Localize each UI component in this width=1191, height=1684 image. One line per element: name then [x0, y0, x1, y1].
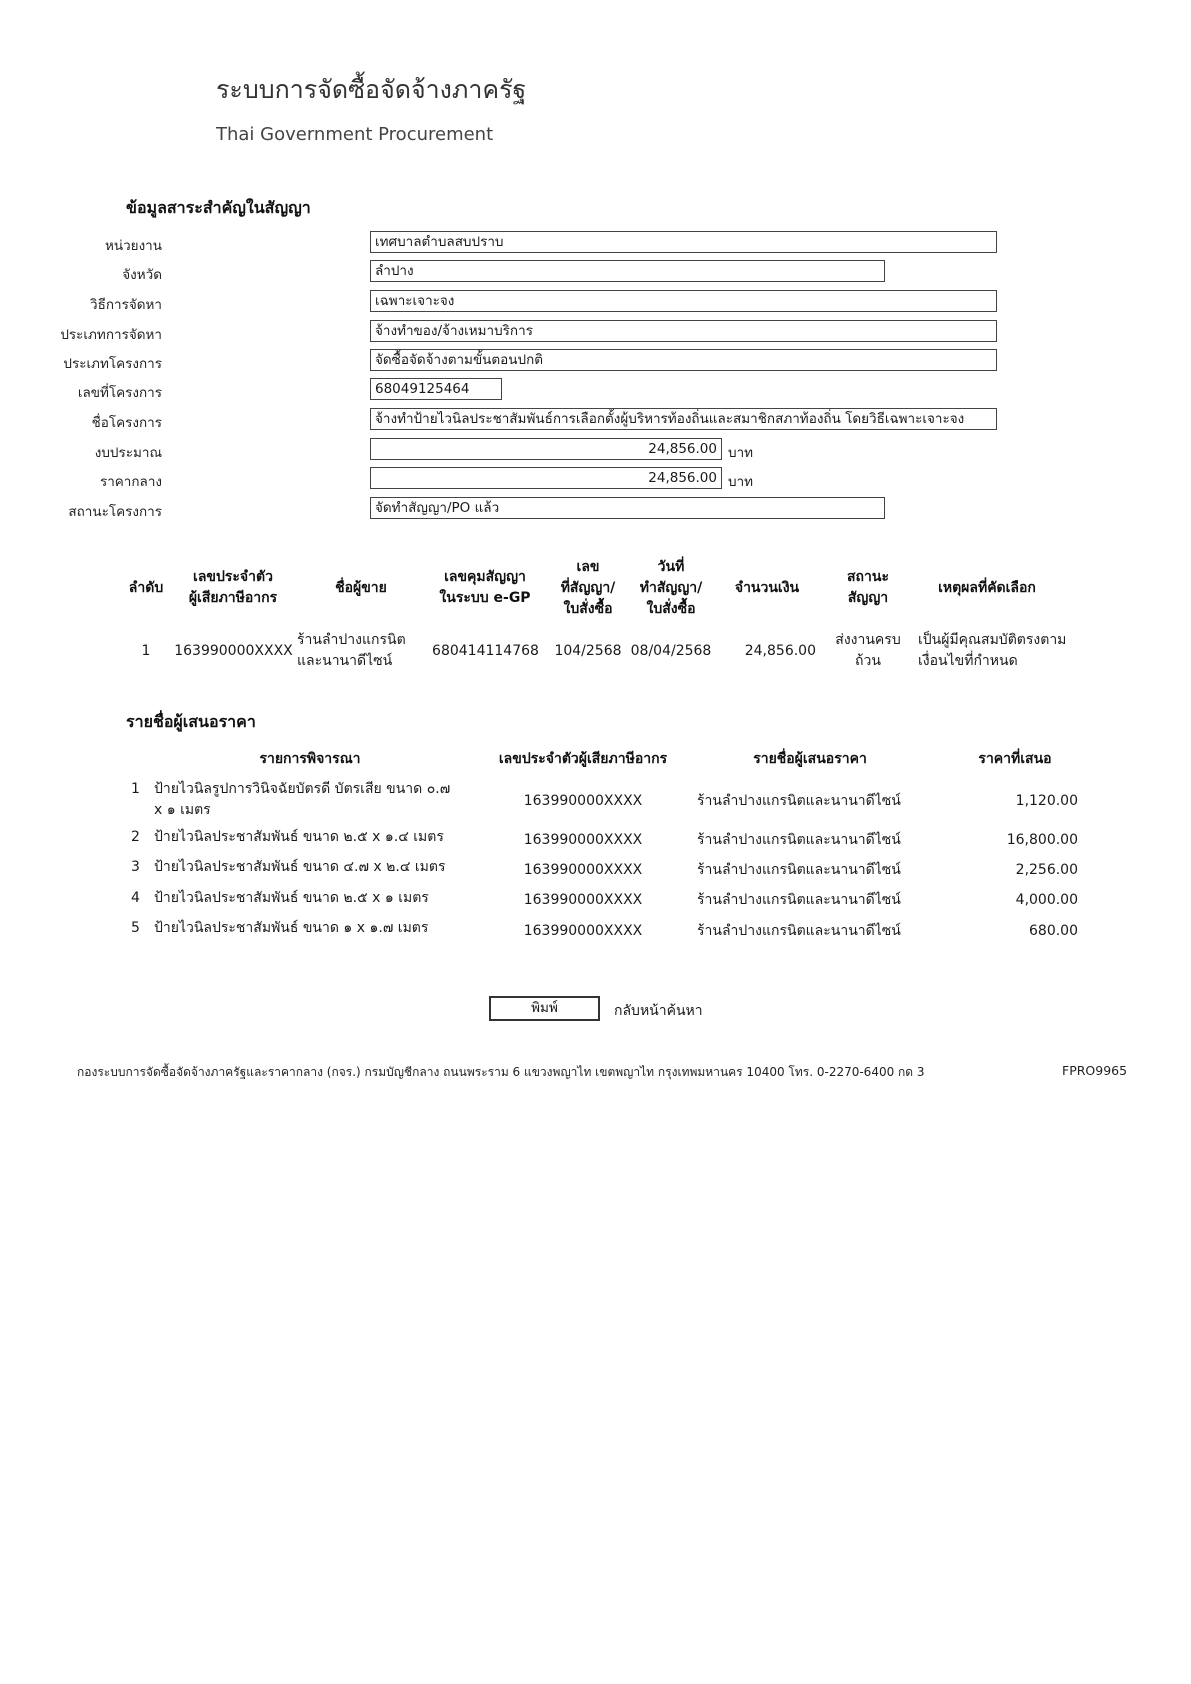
- col-header-seq: ลำดับ: [128, 580, 164, 596]
- cell-no: 3: [131, 859, 140, 875]
- cell-item: ป้ายไวนิลประชาสัมพันธ์ ขนาด ๒.๕ x ๑.๔ เมตร: [154, 829, 444, 845]
- col-header-tax-id: เลขประจำตัวผู้เสียภาษีอากร: [498, 751, 668, 767]
- field-label: ราคากลาง: [99, 474, 162, 490]
- cell-no: 2: [131, 829, 140, 845]
- cell-item: ป้ายไวนิลรูปการวินิจฉัยบัตรดี บัตรเสีย ขนาด ๐.๗ x ๑ เมตร: [154, 781, 451, 818]
- footer-address: กองระบบการจัดซื้อจัดจ้างภาครัฐและราคากลาง (กจร.) กรมบัญชีกลาง ถนนพระราม 6 แขวงพญาไท เขตพญาไท กรุงเทพมหานคร 10400 โทร. 0-2270-6400 กด 3: [77, 1065, 925, 1079]
- cell-seq: 1: [141, 643, 151, 659]
- col-header-item: รายการพิจารณา: [259, 751, 361, 767]
- cell-price: 680.00: [1029, 923, 1078, 939]
- field-procurement-type: [0, 320, 1000, 344]
- cell-tax-id: 163990000XXXX: [523, 862, 643, 878]
- field-label: เลขที่โครงการ: [77, 385, 162, 401]
- cell-tax-id: 163990000XXXX: [523, 793, 643, 809]
- field-value: เทศบาลตำบลสบปราบ: [370, 231, 997, 253]
- field-province: [0, 260, 1000, 284]
- field-value: 68049125464: [370, 378, 502, 400]
- print-button[interactable]: พิมพ์: [489, 996, 600, 1021]
- field-unit: บาท: [728, 474, 754, 490]
- cell-bidder-name: ร้านลำปางแกรนิตและนานาดีไซน์: [697, 892, 901, 908]
- col-header-bidder-name: รายชื่อผู้เสนอราคา: [753, 751, 867, 767]
- cell-amount: 24,856.00: [744, 643, 816, 659]
- cell-bidder-name: ร้านลำปางแกรนิตและนานาดีไซน์: [697, 862, 901, 878]
- cell-contract-no: 104/2568: [554, 643, 622, 659]
- cell-no: 4: [131, 890, 140, 906]
- field-label: วิธีการจัดหา: [90, 297, 162, 313]
- field-value: 24,856.00: [370, 438, 722, 460]
- col-header-tax-id: เลขประจำตัว ผู้เสียภาษีอากร: [188, 569, 278, 606]
- cell-no: 1: [131, 781, 140, 797]
- field-project-status: [0, 497, 1000, 521]
- cell-egp-no: 680414114768: [432, 643, 539, 659]
- col-header-price: ราคาที่เสนอ: [978, 751, 1052, 767]
- field-value: จัดทำสัญญา/PO แล้ว: [370, 497, 885, 519]
- field-value: จ้างทำของ/จ้างเหมาบริการ: [370, 320, 997, 342]
- cell-item: ป้ายไวนิลประชาสัมพันธ์ ขนาด ๑ x ๑.๗ เมตร: [154, 920, 429, 936]
- field-label: ชื่อโครงการ: [91, 415, 162, 431]
- field-label: จังหวัด: [122, 267, 162, 283]
- footer-form-code: FPRO9965: [1062, 1063, 1128, 1078]
- field-unit: บาท: [728, 445, 754, 461]
- cell-tax-id: 163990000XXXX: [523, 923, 643, 939]
- col-header-status: สถานะ สัญญา: [847, 569, 889, 606]
- field-value: เฉพาะเจาะจง: [370, 290, 997, 312]
- field-procurement-method: [0, 290, 1000, 314]
- col-header-reason: เหตุผลที่คัดเลือก: [938, 580, 1036, 596]
- cell-price: 1,120.00: [1015, 793, 1078, 809]
- field-project-number: [0, 378, 1000, 402]
- field-project-name: [0, 408, 1000, 432]
- page-title-english: Thai Government Procurement: [216, 124, 494, 145]
- cell-status: ส่งงานครบ ถ้วน: [835, 632, 901, 669]
- field-label: สถานะโครงการ: [68, 504, 162, 520]
- col-header-egp-no: เลขคุมสัญญา ในระบบ e-GP: [439, 569, 531, 606]
- field-label: ประเภทการจัดหา: [60, 327, 162, 343]
- page-title-thai: ระบบการจัดซื้อจัดจ้างภาครัฐ: [216, 75, 527, 104]
- col-header-contract-no: เลข ที่สัญญา/ ใบสั่งซื้อ: [560, 559, 616, 617]
- field-label: งบประมาณ: [94, 445, 162, 461]
- cell-price: 16,800.00: [1006, 832, 1078, 848]
- cell-tax-id: 163990000XXXX: [174, 643, 293, 659]
- col-header-contract-date: วันที่ ทำสัญญา/ ใบสั่งซื้อ: [639, 559, 703, 617]
- cell-vendor: ร้านลำปางแกรนิต และนานาดีไซน์: [297, 632, 406, 669]
- field-budget: [0, 438, 1000, 462]
- cell-item: ป้ายไวนิลประชาสัมพันธ์ ขนาด ๔.๗ x ๒.๔ เมตร: [154, 859, 446, 875]
- cell-tax-id: 163990000XXXX: [523, 892, 643, 908]
- field-project-type: [0, 349, 1000, 373]
- cell-price: 2,256.00: [1015, 862, 1078, 878]
- cell-tax-id: 163990000XXXX: [523, 832, 643, 848]
- cell-no: 5: [131, 920, 140, 936]
- cell-price: 4,000.00: [1015, 892, 1078, 908]
- cell-contract-date: 08/04/2568: [630, 643, 712, 659]
- cell-reason: เป็นผู้มีคุณสมบัติตรงตาม เงื่อนไขที่กำหนด: [918, 632, 1067, 669]
- back-to-search-link[interactable]: กลับหน้าค้นหา: [614, 1003, 703, 1019]
- cell-item: ป้ายไวนิลประชาสัมพันธ์ ขนาด ๒.๕ x ๑ เมตร: [154, 890, 429, 906]
- field-agency: [0, 231, 1000, 255]
- col-header-vendor: ชื่อผู้ขาย: [335, 580, 387, 596]
- cell-bidder-name: ร้านลำปางแกรนิตและนานาดีไซน์: [697, 793, 901, 809]
- field-value: ลำปาง: [370, 260, 885, 282]
- field-median-price: [0, 467, 1000, 491]
- field-label: หน่วยงาน: [104, 238, 162, 254]
- field-value: จ้างทำป้ายไวนิลประชาสัมพันธ์การเลือกตั้งผู้บริหารท้องถิ่นและสมาชิกสภาท้องถิ่น โดยวิธีเฉพาะเจาะจง: [370, 408, 997, 430]
- cell-bidder-name: ร้านลำปางแกรนิตและนานาดีไซน์: [697, 923, 901, 939]
- bidders-section-title: รายชื่อผู้เสนอราคา: [126, 712, 256, 731]
- field-value: 24,856.00: [370, 467, 722, 489]
- cell-bidder-name: ร้านลำปางแกรนิตและนานาดีไซน์: [697, 832, 901, 848]
- field-value: จัดซื้อจัดจ้างตามขั้นตอนปกติ: [370, 349, 997, 371]
- field-label: ประเภทโครงการ: [63, 356, 162, 372]
- contract-info-section-title: ข้อมูลสาระสำคัญในสัญญา: [126, 198, 311, 217]
- col-header-amount: จำนวนเงิน: [734, 580, 800, 596]
